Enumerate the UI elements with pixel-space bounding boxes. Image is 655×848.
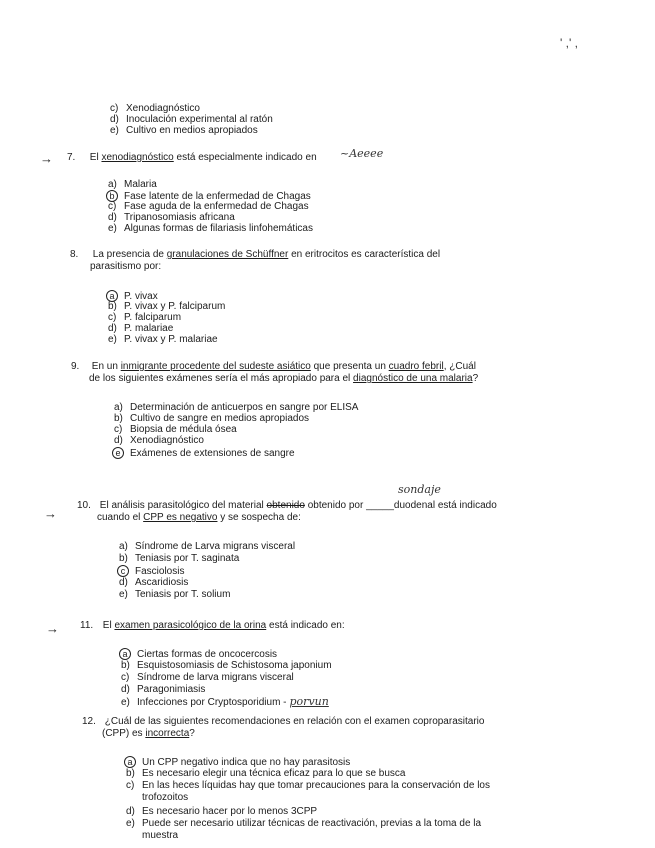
- option-7e: e) Algunas formas de filariasis linfohemáticas: [108, 223, 313, 234]
- option-9e: e Exámenes de extensiones de sangre: [114, 447, 295, 459]
- option-11c: c) Síndrome de larva migrans visceral: [121, 672, 294, 683]
- option-6e: e) Cultivo en medios apropiados: [110, 125, 258, 136]
- answer-circle-11: a: [119, 648, 131, 660]
- option-11d: d) Paragonimiasis: [121, 684, 206, 695]
- option-10d: d) Ascaridiosis: [119, 577, 189, 588]
- answer-circle-12: a: [124, 756, 136, 768]
- option-7b: b Fase latente de la enfermedad de Chagas: [108, 190, 311, 202]
- option-7c: c) Fase aguda de la enfermedad de Chagas: [108, 201, 309, 212]
- option-10e: e) Teniasis por T. solium: [119, 589, 231, 600]
- question-11-stem: 11. El examen parasicológico de la orina está indicado en:: [80, 620, 345, 631]
- option-11e: e) Infecciones por Cryptosporidium - porvun: [121, 695, 329, 708]
- question-10-stem-line2: cuando el CPP es negativo y se sospecha de:: [97, 512, 301, 523]
- question-7-stem: 7. El xenodiagnóstico está especialmente indicado en: [67, 152, 317, 163]
- option-12b: b) Es necesario elegir una técnica eficaz para lo que se busca: [126, 768, 406, 779]
- question-10-stem-line1: 10. El análisis parasitológico del material obtenido obtenido por _____duodenal está indicado: [77, 500, 497, 511]
- option-8e: e) P. vivax y P. malariae: [108, 334, 218, 345]
- handwritten-note-q11: porvun: [289, 695, 329, 708]
- option-8b: b) P. vivax y P. falciparum: [108, 301, 226, 312]
- option-7a: a) Malaria: [108, 179, 157, 190]
- question-9-stem-line2: de los siguientes exámenes sería el más apropiado para el diagnóstico de una malaria?: [89, 373, 479, 384]
- arrow-mark-q10: →: [44, 506, 57, 521]
- question-8-stem-line2: parasitismo por:: [90, 261, 162, 272]
- question-12-stem-line2: (CPP) es incorrecta?: [102, 728, 195, 739]
- option-12a: a Un CPP negativo indica que no hay parasitosis: [126, 756, 350, 768]
- option-9d: d) Xenodiagnóstico: [114, 435, 204, 446]
- option-9a: a) Determinación de anticuerpos en sangre por ELISA: [114, 402, 359, 413]
- option-10b: b) Teniasis por T. saginata: [119, 553, 240, 564]
- question-12-stem-line1: 12. ¿Cuál de las siguientes recomendaciones en relación con el examen coproparasitario: [82, 716, 485, 727]
- handwritten-note-q10: sondaje: [398, 483, 441, 496]
- option-11a: a Ciertas formas de oncocercosis: [121, 648, 277, 660]
- option-12e: e) Puede ser necesario utilizar técnicas de reactivación, previas a la toma de la: [126, 818, 482, 829]
- option-9c: c) Biopsia de médula ósea: [114, 424, 237, 435]
- option-7d: d) Tripanosomiasis africana: [108, 212, 235, 223]
- option-10a: a) Síndrome de Larva migrans visceral: [119, 541, 296, 552]
- handwritten-note-q7: ~Aeeee: [340, 147, 384, 160]
- answer-circle-10: c: [117, 565, 129, 577]
- option-11b: b) Esquistosomiasis de Schistosoma japonium: [121, 660, 332, 671]
- question-8-stem-line1: 8. La presencia de granulaciones de Schüffner en eritrocitos es característica del: [70, 249, 441, 260]
- question-9-stem-line1: 9. En un inmigrante procedente del sudeste asiático que presenta un cuadro febril, ¿Cuál: [71, 361, 476, 372]
- option-9b: b) Cultivo de sangre en medios apropiados: [114, 413, 309, 424]
- answer-circle-8: a: [106, 290, 118, 302]
- option-8d: d) P. malariae: [108, 323, 174, 334]
- option-10c: c Fasciolosis: [119, 565, 184, 577]
- arrow-mark-q7: →: [40, 151, 53, 166]
- option-12d: d) Es necesario hacer por lo menos 3CPP: [126, 806, 318, 817]
- arrow-mark-q11: →: [46, 621, 59, 636]
- answer-circle-9: e: [112, 447, 124, 459]
- option-8c: c) P. falciparum: [108, 312, 182, 323]
- option-12c-cont: trofozoitos: [142, 792, 189, 803]
- option-12c: c) En las heces líquidas hay que tomar precauciones para la conservación de los: [126, 780, 490, 791]
- option-8a: a P. vivax: [108, 290, 158, 302]
- corner-marks: ' ,' ,: [560, 36, 578, 50]
- answer-circle-7: b: [106, 190, 118, 202]
- option-6c: c) Xenodiagnóstico: [110, 103, 200, 114]
- option-6d: d) Inoculación experimental al ratón: [110, 114, 273, 125]
- option-12e-cont: muestra: [142, 830, 179, 841]
